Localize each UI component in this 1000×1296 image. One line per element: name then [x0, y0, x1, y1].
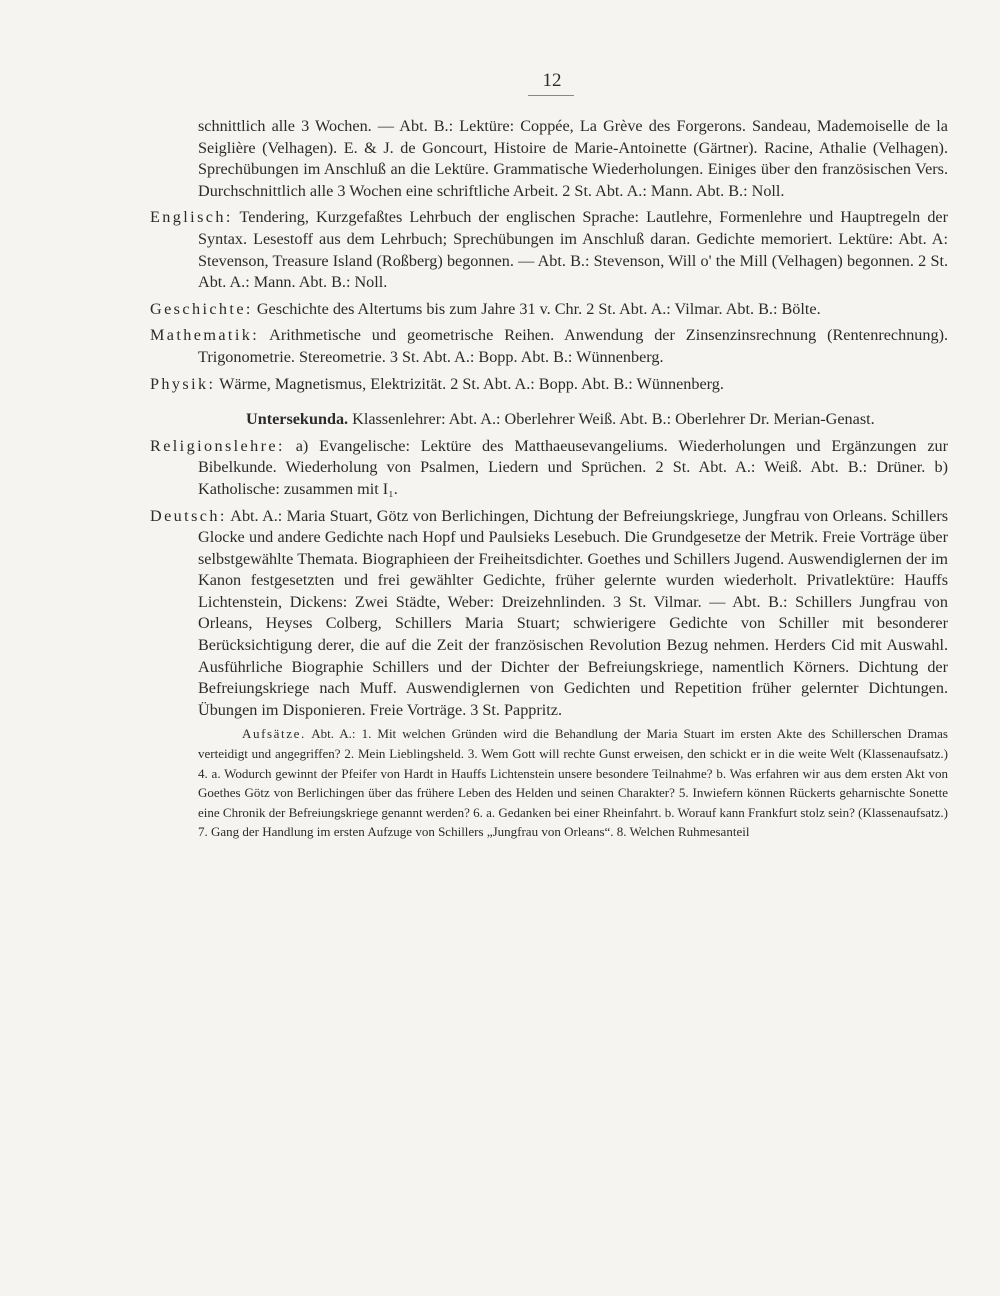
paragraph-text: Arithmetische und geometrische Reihen. Anwendung der Zinsenzinsrechnung (Rentenrechnung). Trigonometrie. Stereometrie. 3 St. Abt. A.: Bopp. Abt. B.: Wünnenberg. [198, 326, 949, 366]
subject-label-deutsch: Deutsch: [150, 506, 227, 525]
essays-paragraph [150, 724, 948, 842]
subject-label-mathematik: Mathematik: [150, 326, 260, 345]
page-body [150, 116, 948, 855]
subject-label-geschichte: Geschichte: [150, 299, 253, 318]
paragraph-religionslehre [150, 436, 948, 501]
paragraph-deutsch [150, 506, 948, 722]
class-heading-untersekunda [150, 409, 948, 431]
paragraph-text: Wärme, Magnetismus, Elektrizität. 2 St. Abt. A.: Bopp. Abt. B.: Wünnenberg. [219, 374, 724, 393]
paragraph-french-continued [150, 116, 948, 202]
subject-label-englisch: Englisch: [150, 208, 233, 227]
paragraph-text: schnittlich alle 3 Wochen. — Abt. B.: Lektüre: Coppée, La Grève des Forgerons. Sandeau, Mademoiselle de la Seiglière (Velhagen). E. & J. de Goncourt, Histoire de Marie-Antoinette (Gärtner). Racine, Athalie (Velhagen). Sprechübungen im Anschluß an die Lektüre. Grammatische Wiederholungen. Einiges über den französischen Vers. Durchschnittlich alle 3 Wochen eine schriftliche Arbeit. 2 St. Abt. A.: Mann. Abt. B.: Noll. [198, 117, 948, 200]
class-teachers: Klassenlehrer: Abt. A.: Oberlehrer Weiß. Abt. B.: Oberlehrer Dr. Merian-Genast. [352, 410, 875, 429]
subject-label-physik: Physik: [150, 374, 216, 393]
paragraph-text: Geschichte des Altertums bis zum Jahre 31 v. Chr. 2 St. Abt. A.: Vilmar. Abt. B.: Bölte. [256, 299, 821, 318]
class-name: Untersekunda. [246, 410, 349, 429]
page-number-rule [528, 95, 574, 96]
paragraph-text: a) Evangelische: Lektüre des Matthaeusevangeliums. Wiederholungen und Ergänzungen zur Bibelkunde. Wiederholung von Psalmen, Liedern und Sprüchen. 2 St. Abt. A.: Weiß. Abt. B.: Drüner. b) Katholische: zusammen mit I₁. [198, 436, 949, 498]
paragraph-text: Tendering, Kurzgefaßtes Lehrbuch der englischen Sprache: Lautlehre, Formenlehre und Hauptregeln der Syntax. Lesestoff aus dem Lehrbuch; Sprechübungen im Anschluß daran. Gedichte memoriert. Lektüre: Abt. A: Stevenson, Treasure Island (Roßberg) begonnen. — Abt. B.: Stevenson, Will o' the Mill (Velhagen) begonnen. 2 St. Abt. A.: Mann. Abt. B.: Noll. [198, 208, 948, 292]
paragraph-text: Abt. A.: Maria Stuart, Götz von Berlichingen, Dichtung der Befreiungskriege, Jungfrau von Orleans. Schillers Glocke und andere Gedichte nach Hopf und Paulsieks Lesebuch. Die Grundgesetze der Metrik. Freie Vorträge über selbstgewählte Themata. Biographieen der Freiheitsdichter. Goethes und Schillers Jugend. Auswendiglernen der im Kanon festgesetzten und frei gewählter Gedichte, früher gelernte wurden wiederholt. Privatlektüre: Hauffs Lichtenstein, Dickens: Zwei Städte, Weber: Dreizehnlinden. 3 St. Vilmar. — Abt. B.: Schillers Jungfrau von Orleans, Heyses Colberg, Schillers Maria Stuart; schwierigere Gedichte von Schiller mit besonderer Berücksichtigung derer, die auf die Zeit der französischen Revolution Bezug nehmen. Herders Cid mit Auswahl. Ausführliche Biographie Schillers und der Dichter der Befreiungskriege, namentlich Körners. Dichtung der Befreiungskriege nach Muff. Auswendiglernen von Gedichten und Repetition früher gelernter Dichtungen. Übungen im Disponieren. Freie Vorträge. 3 St. Pappritz. [198, 506, 949, 719]
paragraph-geschichte [150, 299, 948, 321]
paragraph-mathematik [150, 325, 948, 368]
essays-label: Aufsätze. [242, 726, 306, 742]
subject-label-religionslehre: Religionslehre: [150, 436, 285, 455]
essays-text: Abt. A.: 1. Mit welchen Gründen wird die Behandlung der Maria Stuart im ersten Akte des Schillerschen Dramas verteidigt und angegriffen? 2. Mein Lieblingsheld. 3. Wem Gott will rechte Gunst erweisen, den schickt er in die weite Welt (Klassenaufsatz.) 4. a. Wodurch gewinnt der Pfeifer von Hardt in Hauffs Lichtenstein unsere besondere Teilnahme? b. Was erfahren wir aus dem ersten Akt von Goethes Götz von Berlichingen über das frühere Leben des Helden und seinen Charakter? 5. Inwiefern können Rückerts geharnischte Sonette eine Chronik der Befreiungskriege genannt werden? 6. a. Gedanken bei einer Rheinfahrt. b. Worauf kann Frankfurt stolz sein? (Klassenaufsatz.) 7. Gang der Handlung im ersten Aufzuge von Schillers „Jungfrau von Orleans“. 8. Welchen Ruhmesanteil [198, 726, 948, 840]
page-number: 12 [542, 70, 562, 91]
paragraph-physik [150, 374, 948, 396]
paragraph-englisch [150, 207, 948, 293]
